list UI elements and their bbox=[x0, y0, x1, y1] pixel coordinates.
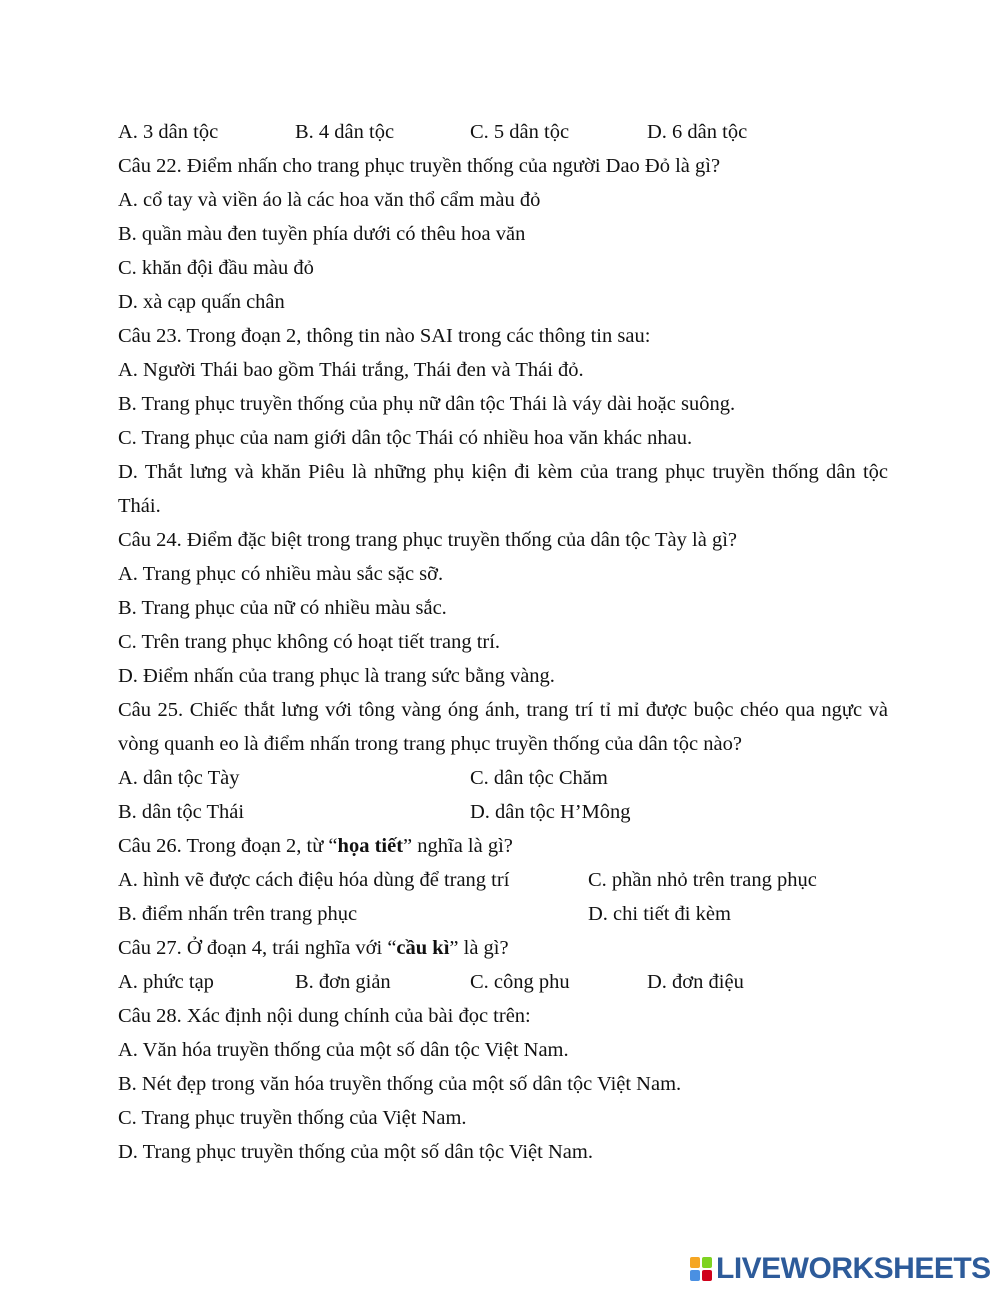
q26-option-d[interactable]: D. chi tiết đi kèm bbox=[588, 903, 731, 925]
q25-options-row1 bbox=[118, 761, 888, 795]
liveworksheets-logo bbox=[690, 1252, 991, 1286]
q28-option-c[interactable]: C. Trang phục truyền thống của Việt Nam. bbox=[118, 1107, 467, 1129]
q23-option-c[interactable]: C. Trang phục của nam giới dân tộc Thái có nhiều hoa văn khác nhau. bbox=[118, 427, 693, 449]
q23-option-d[interactable]: D. Thắt lưng và khăn Piêu là những phụ kiện đi kèm của trang phục truyền thống dân tộc Thái. bbox=[118, 461, 888, 517]
q26-options-row2 bbox=[118, 897, 888, 931]
q27-suffix: ” là gì? bbox=[449, 937, 509, 959]
q24-question: Câu 24. Điểm đặc biệt trong trang phục truyền thống của dân tộc Tày là gì? bbox=[118, 529, 737, 551]
q27-option-b[interactable]: B. đơn giản bbox=[295, 971, 391, 993]
q27-option-d[interactable]: D. đơn điệu bbox=[647, 971, 744, 993]
q22-option-b[interactable]: B. quần màu đen tuyền phía dưới có thêu hoa văn bbox=[118, 223, 526, 245]
q26-option-b[interactable]: B. điểm nhấn trên trang phục bbox=[118, 903, 358, 925]
q26-option-a[interactable]: A. hình vẽ được cách điệu hóa dùng để trang trí bbox=[118, 869, 510, 891]
liveworksheets-logo-text: LIVEWORKSHEETS bbox=[716, 1252, 991, 1285]
q23-option-b[interactable]: B. Trang phục truyền thống của phụ nữ dân tộc Thái là váy dài hoặc suông. bbox=[118, 393, 736, 415]
q21-option-d[interactable]: D. 6 dân tộc bbox=[647, 121, 748, 143]
q25-option-c[interactable]: C. dân tộc Chăm bbox=[470, 767, 608, 789]
q21-options bbox=[118, 115, 888, 149]
q22-question: Câu 22. Điểm nhấn cho trang phục truyền thống của người Dao Đỏ là gì? bbox=[118, 155, 721, 177]
q27-option-c[interactable]: C. công phu bbox=[470, 971, 570, 993]
q22-option-a[interactable]: A. cổ tay và viền áo là các hoa văn thổ cẩm màu đỏ bbox=[118, 189, 541, 211]
q24-option-d[interactable]: D. Điểm nhấn của trang phục là trang sức bằng vàng. bbox=[118, 665, 555, 687]
q23-question: Câu 23. Trong đoạn 2, thông tin nào SAI trong các thông tin sau: bbox=[118, 325, 651, 347]
q26-prefix: Câu 26. Trong đoạn 2, từ “ bbox=[118, 835, 338, 857]
liveworksheets-logo-icon bbox=[690, 1257, 712, 1281]
logo-square-1 bbox=[690, 1257, 700, 1268]
q27-question bbox=[118, 931, 888, 965]
worksheet-page bbox=[118, 115, 888, 1169]
q26-option-c[interactable]: C. phần nhỏ trên trang phục bbox=[588, 869, 817, 891]
q22-option-c[interactable]: C. khăn đội đầu màu đỏ bbox=[118, 257, 314, 279]
q25-option-a[interactable]: A. dân tộc Tày bbox=[118, 767, 240, 789]
logo-square-3 bbox=[690, 1270, 700, 1281]
q23-option-a[interactable]: A. Người Thái bao gồm Thái trắng, Thái đen và Thái đỏ. bbox=[118, 359, 584, 381]
q27-keyword: cầu kì bbox=[396, 937, 450, 959]
q28-question: Câu 28. Xác định nội dung chính của bài đọc trên: bbox=[118, 1005, 531, 1027]
q27-options bbox=[118, 965, 888, 999]
q26-suffix: ” nghĩa là gì? bbox=[403, 835, 513, 857]
q22-option-d[interactable]: D. xà cạp quấn chân bbox=[118, 291, 285, 313]
q25-option-b[interactable]: B. dân tộc Thái bbox=[118, 801, 245, 823]
q27-option-a[interactable]: A. phức tạp bbox=[118, 971, 214, 993]
q26-options-row1 bbox=[118, 863, 888, 897]
q24-option-b[interactable]: B. Trang phục của nữ có nhiều màu sắc. bbox=[118, 597, 447, 619]
q26-question bbox=[118, 829, 888, 863]
q21-option-c[interactable]: C. 5 dân tộc bbox=[470, 121, 570, 143]
q21-option-b[interactable]: B. 4 dân tộc bbox=[295, 121, 395, 143]
q25-option-d[interactable]: D. dân tộc H’Mông bbox=[470, 801, 631, 823]
q26-keyword: họa tiết bbox=[337, 835, 404, 857]
logo-square-2 bbox=[702, 1257, 712, 1268]
q27-prefix: Câu 27. Ở đoạn 4, trái nghĩa với “ bbox=[118, 937, 397, 959]
q24-option-c[interactable]: C. Trên trang phục không có hoạt tiết trang trí. bbox=[118, 631, 501, 653]
logo-square-4 bbox=[702, 1270, 712, 1281]
q28-option-a[interactable]: A. Văn hóa truyền thống của một số dân tộc Việt Nam. bbox=[118, 1039, 569, 1061]
q25-question: Câu 25. Chiếc thắt lưng với tông vàng óng ánh, trang trí tỉ mỉ được buộc chéo qua ngực và vòng quanh eo là điểm nhấn trong trang phục truyền thống của dân tộc nào? bbox=[118, 699, 888, 755]
q25-options-row2 bbox=[118, 795, 888, 829]
q28-option-d[interactable]: D. Trang phục truyền thống của một số dân tộc Việt Nam. bbox=[118, 1141, 593, 1163]
q24-option-a[interactable]: A. Trang phục có nhiều màu sắc sặc sỡ. bbox=[118, 563, 444, 585]
q21-option-a[interactable]: A. 3 dân tộc bbox=[118, 121, 219, 143]
q28-option-b[interactable]: B. Nét đẹp trong văn hóa truyền thống của một số dân tộc Việt Nam. bbox=[118, 1073, 682, 1095]
